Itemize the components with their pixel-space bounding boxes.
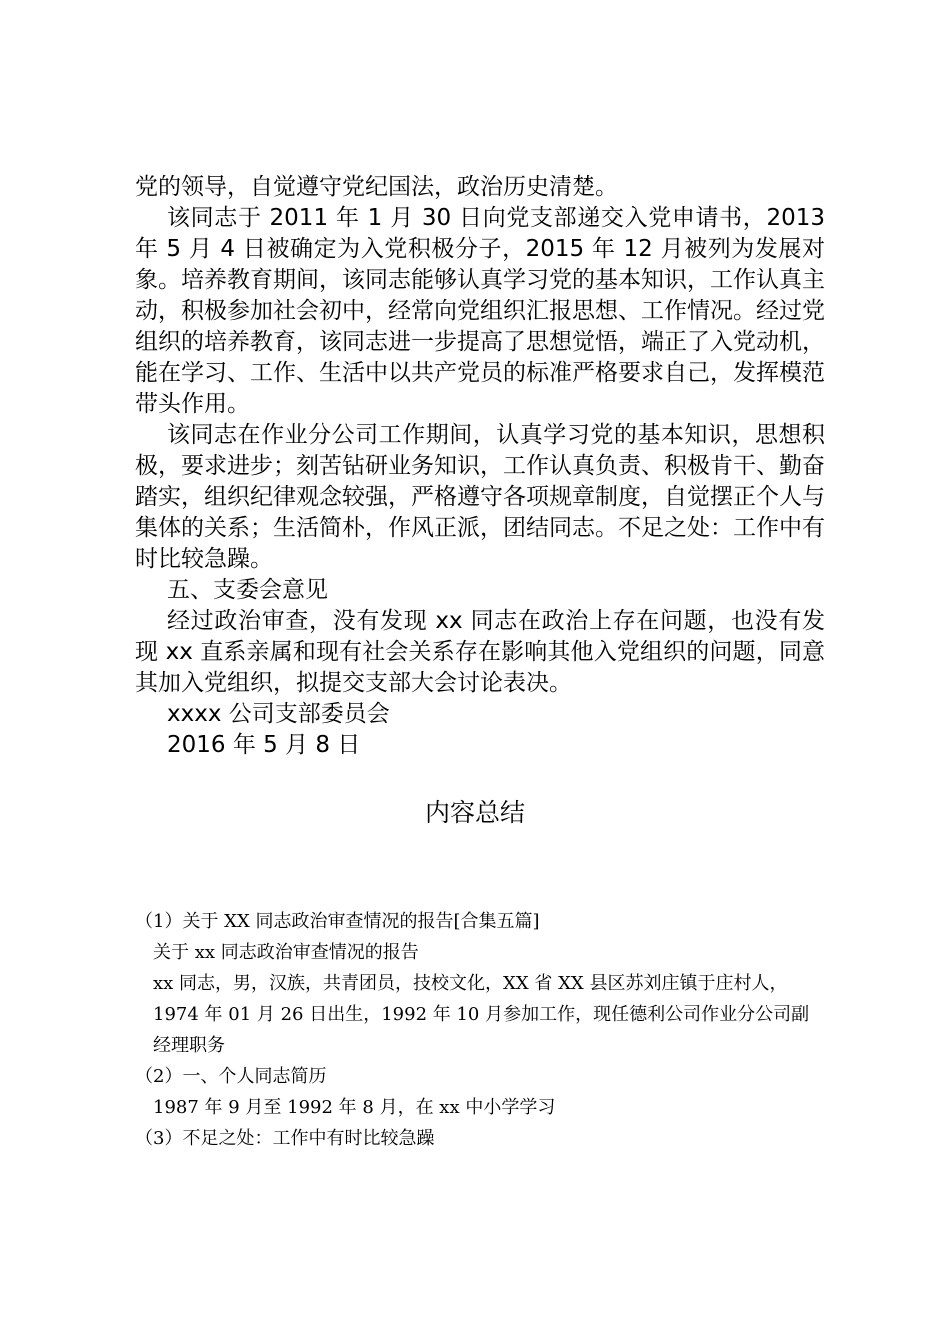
signature-date: 2016 年 5 月 8 日: [167, 732, 361, 758]
paragraph-application-history: 该同志于 2011 年 1 月 30 日向党支部递交入党申请书，2013 年 5 月 4 日被确定为入党积极分子，2015 年 12 月被列为发展对象。培养教育期间，该同志能够认真学习党的基本知识，工作认真主动，积极参加社会初中，经常向党组织汇报思想、工作情况。经过党组织的培养教育，该同志进一步提高了思想觉悟，端正了入党动机，能在学习、工作、生活中以共产党员的标准严格要求自己，发挥模范带头作用。: [135, 205, 825, 417]
section-heading-committee-opinion: 五、支委会意见: [167, 577, 328, 603]
summary-item-2: （2）一、个人同志简历: [135, 1066, 327, 1087]
summary-title: 内容总结: [424, 798, 525, 827]
summary-item-2-detail: 1987 年 9 月至 1992 年 8 月，在 xx 中小学学习: [153, 1097, 556, 1118]
summary-section: [135, 906, 825, 1154]
summary-item-1-title: 关于 xx 同志政治审查情况的报告: [153, 942, 419, 963]
summary-item-1-detail: xx 同志，男，汉族，共青团员，技校文化，XX 省 XX 县区苏刘庄镇于庄村人，1974 年 01 月 26 日出生，1992 年 10 月参加工作，现任德利公司作业分公司副经理职务: [153, 973, 810, 1056]
report-body: [135, 172, 825, 761]
paragraph-political-history: 党的领导，自觉遵守党纪国法，政治历史清楚。: [135, 174, 618, 200]
paragraph-work-performance: 该同志在作业分公司工作期间，认真学习党的基本知识，思想积极，要求进步；刻苦钻研业务知识，工作认真负责、积极肯干、勤奋踏实，组织纪律观念较强，严格遵守各项规章制度，自觉摆正个人与集体的关系；生活简朴，作风正派，团结同志。不足之处：工作中有时比较急躁。: [135, 422, 825, 572]
paragraph-committee-opinion: 经过政治审查，没有发现 xx 同志在政治上存在问题，也没有发现 xx 直系亲属和现有社会关系存在影响其他入党组织的问题，同意其加入党组织，拟提交支部大会讨论表决。: [135, 608, 825, 696]
summary-item-3: （3）不足之处：工作中有时比较急躁: [135, 1128, 435, 1149]
signature-organization: xxxx 公司支部委员会: [167, 701, 390, 727]
summary-item-1: （1）关于 XX 同志政治审查情况的报告[合集五篇]: [135, 911, 540, 932]
